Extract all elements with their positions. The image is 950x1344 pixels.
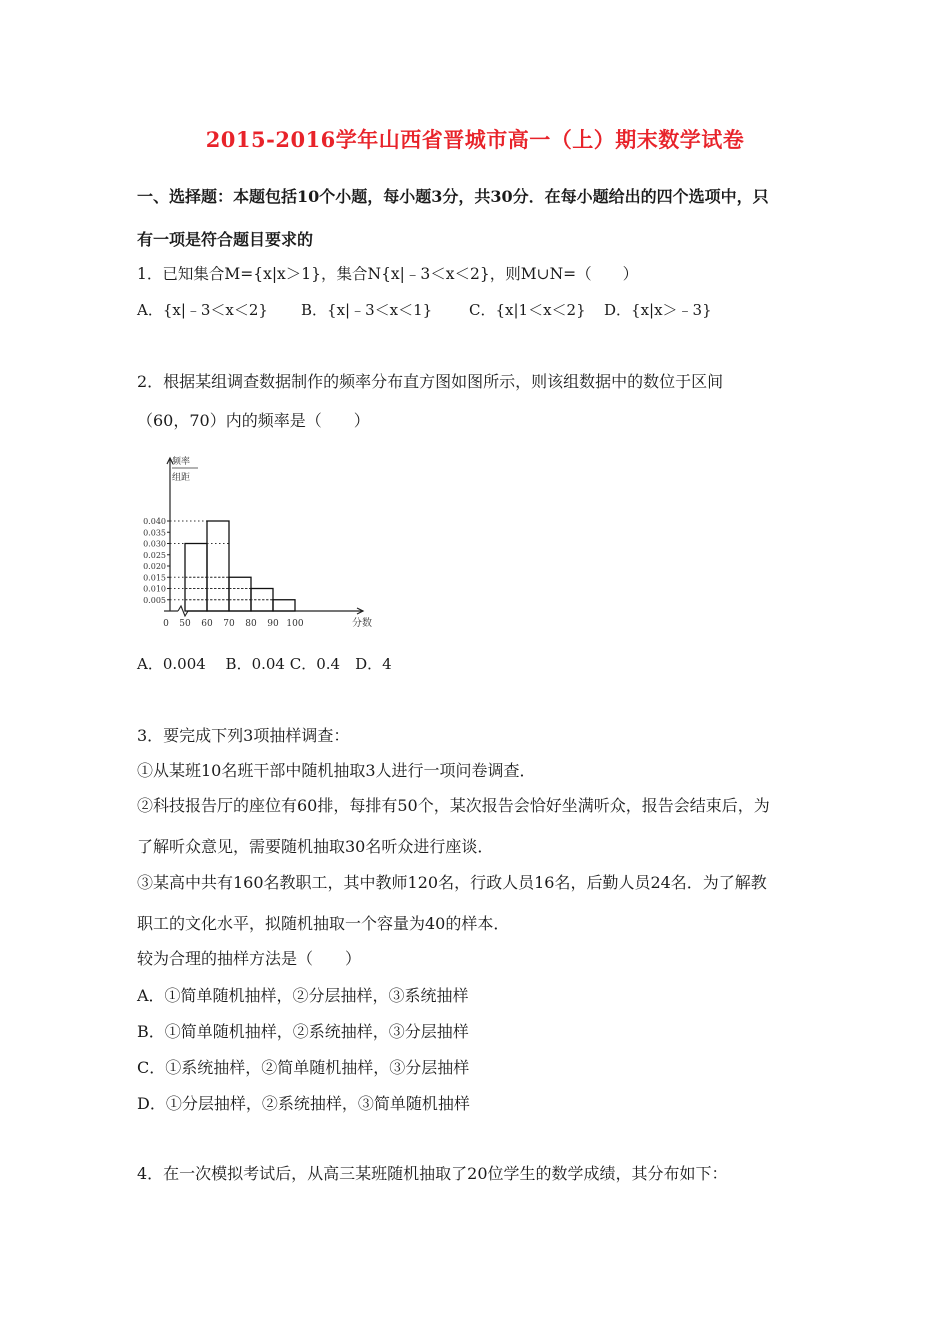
histogram-bar <box>185 544 207 612</box>
y-tick-label: 0.005 <box>143 595 166 605</box>
q3-option-d: D．①分层抽样，②系统抽样，③简单随机抽样 <box>137 1094 470 1113</box>
q2-stem-line1: 2．根据某组调查数据制作的频率分布直方图如图所示，则该组数据中的数位于区间 <box>137 372 724 391</box>
q3-option-a: A．①简单随机抽样，②分层抽样，③系统抽样 <box>137 986 469 1005</box>
section-heading-line1: 一、选择题：本题包括10个小题，每小题3分，共30分．在每小题给出的四个选项中，只 <box>137 187 769 206</box>
histogram-bar <box>273 600 295 611</box>
y-tick-label: 0.020 <box>143 562 166 571</box>
y-tick-label: 0.030 <box>143 539 166 549</box>
y-axis-label-top: 频率 <box>172 457 191 467</box>
frequency-histogram <box>130 448 380 636</box>
q3-option-b: B．①简单随机抽样，②系统抽样，③分层抽样 <box>137 1022 469 1041</box>
q3-item-2-line2: 了解听众意见，需要随机抽取30名听众进行座谈． <box>137 837 494 856</box>
q2-options: A．0.004 B．0.04 C．0.4 D．4 <box>137 655 392 673</box>
q1-option-a: A．{x|﹣3＜x＜2} <box>137 301 268 319</box>
histogram-bar <box>207 521 229 611</box>
x-tick-label: 100 <box>286 619 304 629</box>
y-tick-label: 0.025 <box>143 550 166 560</box>
q4-stem: 4．在一次模拟考试后，从高三某班随机抽取了20位学生的数学成绩，其分布如下： <box>137 1164 728 1183</box>
q3-item-2-line1: ②科技报告厅的座位有60排，每排有50个，某次报告会恰好坐满听众，报告会结束后，为 <box>137 796 770 815</box>
q3-stem: 3．要完成下列3项抽样调查： <box>137 726 350 745</box>
x-tick-label: 0 <box>163 619 169 629</box>
q3-item-1: ①从某班10名班干部中随机抽取3人进行一项问卷调查． <box>137 761 536 780</box>
x-axis-label: 分数 <box>352 618 372 629</box>
x-tick-label: 90 <box>267 619 279 629</box>
y-tick-label: 0.015 <box>143 573 166 583</box>
q1-stem: 1．已知集合M={x|x＞1}，集合N{x|﹣3＜x＜2}，则M∪N=（ ） <box>137 265 639 283</box>
y-tick-label: 0.035 <box>143 528 166 538</box>
y-tick-label: 0.040 <box>143 517 166 526</box>
q2-stem-line2: （60，70）内的频率是（ ） <box>137 411 370 430</box>
y-axis-label-bottom: 组距 <box>172 473 191 483</box>
x-tick-label: 50 <box>179 619 191 629</box>
q1-option-c: C．{x|1＜x＜2} <box>469 301 586 319</box>
section-heading-line2: 有一项是符合题目要求的 <box>137 230 314 249</box>
x-tick-label: 80 <box>245 619 257 629</box>
x-tick-label: 70 <box>223 619 235 629</box>
q3-item-3-line1: ③某高中共有160名教职工，其中教师120名，行政人员16名，后勤人员24名．为了解教 <box>137 873 767 892</box>
histogram-bar <box>229 577 251 611</box>
q1-option-b: B．{x|﹣3＜x＜1} <box>301 301 433 319</box>
q3-ask: 较为合理的抽样方法是（ ） <box>137 949 362 968</box>
q1-option-d: D．{x|x＞﹣3} <box>604 301 712 319</box>
q3-option-c: C．①系统抽样，②简单随机抽样，③分层抽样 <box>137 1058 470 1077</box>
y-tick-label: 0.010 <box>143 584 166 594</box>
q3-item-3-line2: 职工的文化水平，拟随机抽取一个容量为40的样本． <box>137 914 510 933</box>
x-tick-label: 60 <box>201 619 213 629</box>
page-title: 2015-2016学年山西省晋城市高一（上）期末数学试卷 <box>205 127 745 152</box>
